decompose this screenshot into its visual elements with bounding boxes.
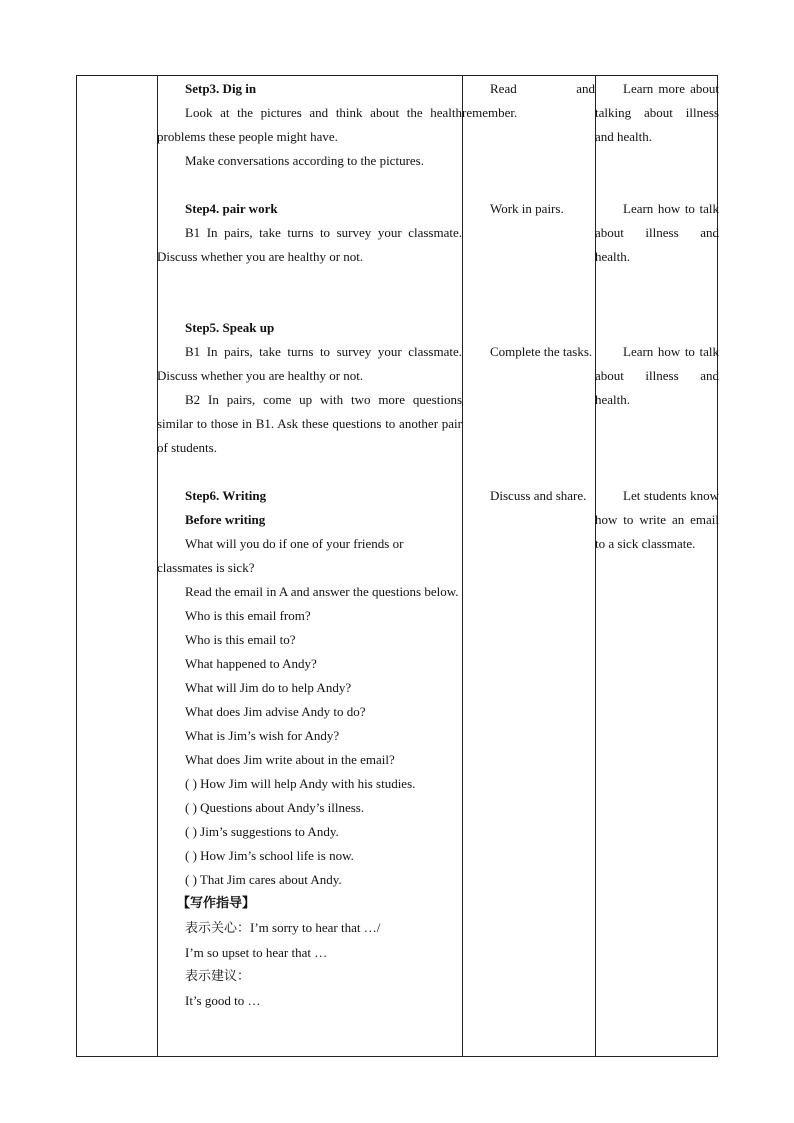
- choice-item: ( ) Questions about Andy’s illness.: [185, 800, 365, 815]
- care-phrase-2: I’m so upset to hear that …: [185, 945, 328, 960]
- activity-text: Complete the tasks.: [490, 344, 593, 359]
- step4-activity: [462, 197, 595, 221]
- advice-phrase: It’s good to …: [185, 993, 261, 1008]
- purpose-text: Let students know how to write an email to a sick classmate.: [595, 488, 719, 551]
- step4-purpose: [595, 197, 719, 269]
- question-item: What will Jim do to help Andy?: [185, 680, 352, 695]
- step6-activity: [462, 484, 595, 508]
- choice-item: ( ) That Jim cares about Andy.: [185, 872, 342, 887]
- care-line: [157, 916, 462, 941]
- activity-column: [462, 76, 595, 1056]
- step3-purpose: [595, 77, 719, 149]
- activity-text: Discuss and share.: [490, 488, 587, 503]
- step3-procedure: [157, 77, 462, 173]
- question-item: What happened to Andy?: [185, 656, 317, 671]
- step5-purpose: [595, 340, 719, 412]
- step3-title: Setp3. Dig in: [185, 81, 257, 96]
- question-item: What does Jim advise Andy to do?: [185, 704, 366, 719]
- advice-label: 表示建议：: [185, 969, 251, 984]
- question-item: Who is this email to?: [185, 632, 296, 647]
- step5-line: B2 In pairs, come up with two more questions similar to those in B1. Ask these questions to another pair of students.: [157, 392, 462, 455]
- step3-activity: [462, 77, 595, 125]
- choice-item: ( ) How Jim will help Andy with his studies.: [185, 776, 416, 791]
- step5-procedure: [157, 316, 462, 460]
- activity-text: Work in pairs.: [490, 201, 564, 216]
- step5-title: Step5. Speak up: [185, 320, 275, 335]
- step6-title: Step6. Writing: [185, 488, 267, 503]
- purpose-text: Learn how to talk about illness and health.: [595, 344, 719, 407]
- care-label: 表示关心：: [185, 921, 251, 936]
- step6-purpose: [595, 484, 719, 556]
- guide-title: 【写作指导】: [177, 896, 256, 911]
- step6-intro-question: What will you do if one of your friends or classmates is sick?: [157, 536, 404, 575]
- step5-activity: [462, 340, 595, 364]
- step6-procedure: [157, 484, 462, 1013]
- choice-item: ( ) How Jim’s school life is now.: [185, 848, 354, 863]
- step3-line: Look at the pictures and think about the health problems these people might have.: [157, 105, 462, 144]
- question-item: What does Jim write about in the email?: [185, 752, 395, 767]
- care-phrase: I’m sorry to hear that …/: [250, 920, 381, 935]
- purpose-text: Learn how to talk about illness and health.: [595, 201, 719, 264]
- step4-procedure: [157, 197, 462, 269]
- purpose-column: [595, 76, 719, 1056]
- step5-line: B1 In pairs, take turns to survey your classmate. Discuss whether you are healthy or not.: [157, 344, 462, 383]
- step3-line: Make conversations according to the pictures.: [185, 153, 424, 168]
- stage-column: [77, 76, 157, 1056]
- lesson-table: [76, 75, 718, 1057]
- step4-line: B1 In pairs, take turns to survey your classmate. Discuss whether you are healthy or not.: [157, 225, 462, 264]
- activity-text: Read and remember.: [462, 81, 595, 120]
- purpose-text: Learn more about talking about illness and health.: [595, 81, 719, 144]
- procedure-column: [157, 76, 462, 1056]
- step6-subtitle: Before writing: [185, 512, 266, 527]
- step6-read-intro: Read the email in A and answer the questions below.: [185, 584, 459, 599]
- step4-title: Step4. pair work: [185, 201, 278, 216]
- question-item: What is Jim’s wish for Andy?: [185, 728, 340, 743]
- choice-item: ( ) Jim’s suggestions to Andy.: [185, 824, 339, 839]
- question-item: Who is this email from?: [185, 608, 311, 623]
